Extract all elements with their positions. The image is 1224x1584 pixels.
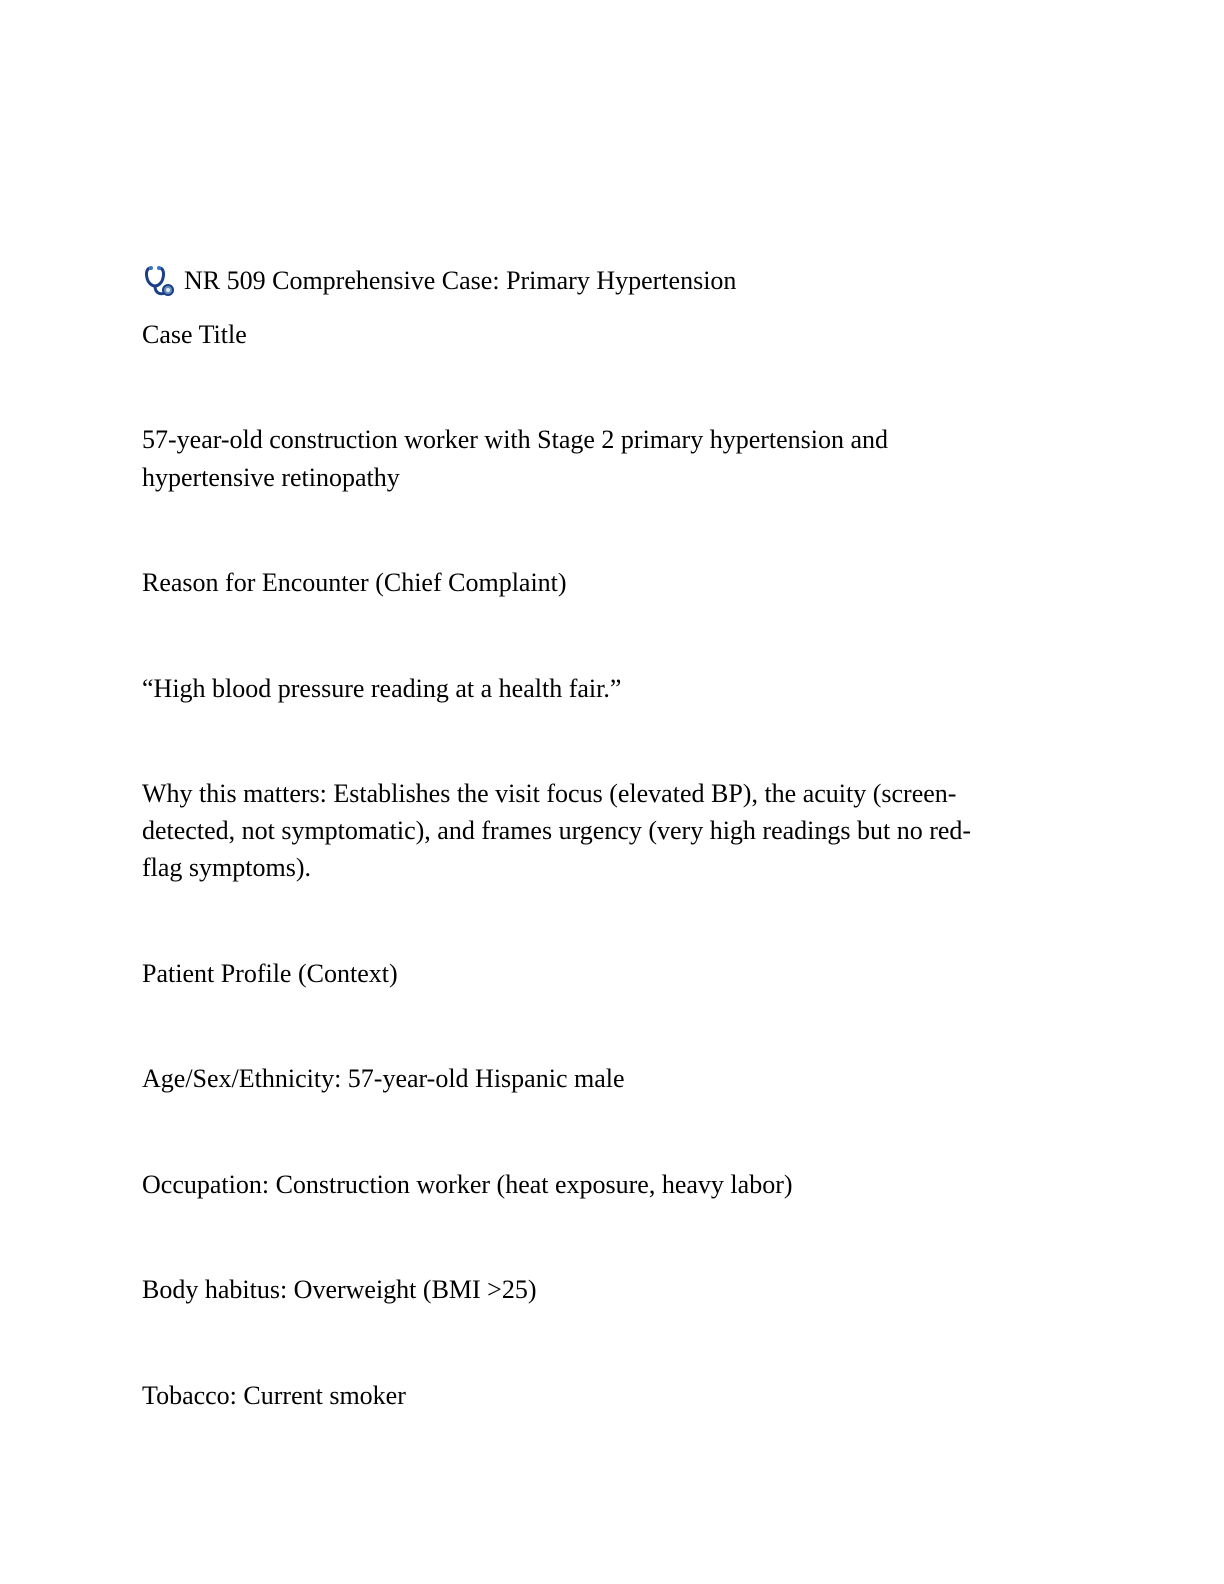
why-matters-line-1: Why this matters: Establishes the visit focus (elevated BP), the acuity (screen- [142,779,957,808]
case-title-text-line-1: 57-year-old construction worker with Stage 2 primary hypertension and [142,425,889,454]
document-title: NR 509 Comprehensive Case: Primary Hypertension [184,266,737,295]
case-title-label: Case Title [142,320,247,349]
why-matters-line-2: detected, not symptomatic), and frames urgency (very high readings but no red- [142,816,972,845]
tobacco: Tobacco: Current smoker [142,1381,406,1410]
stethoscope-icon [142,264,176,298]
occupation: Occupation: Construction worker (heat exposure, heavy labor) [142,1170,793,1199]
chief-complaint: “High blood pressure reading at a health fair.” [142,674,622,703]
body-habitus: Body habitus: Overweight (BMI >25) [142,1275,537,1304]
document-title-row [142,262,736,300]
case-title-text-line-2: hypertensive retinopathy [142,463,400,492]
profile-heading: Patient Profile (Context) [142,959,398,988]
reason-heading: Reason for Encounter (Chief Complaint) [142,568,567,597]
why-matters-line-3: flag symptoms). [142,853,311,882]
age-sex-ethnicity: Age/Sex/Ethnicity: 57-year-old Hispanic male [142,1064,625,1093]
